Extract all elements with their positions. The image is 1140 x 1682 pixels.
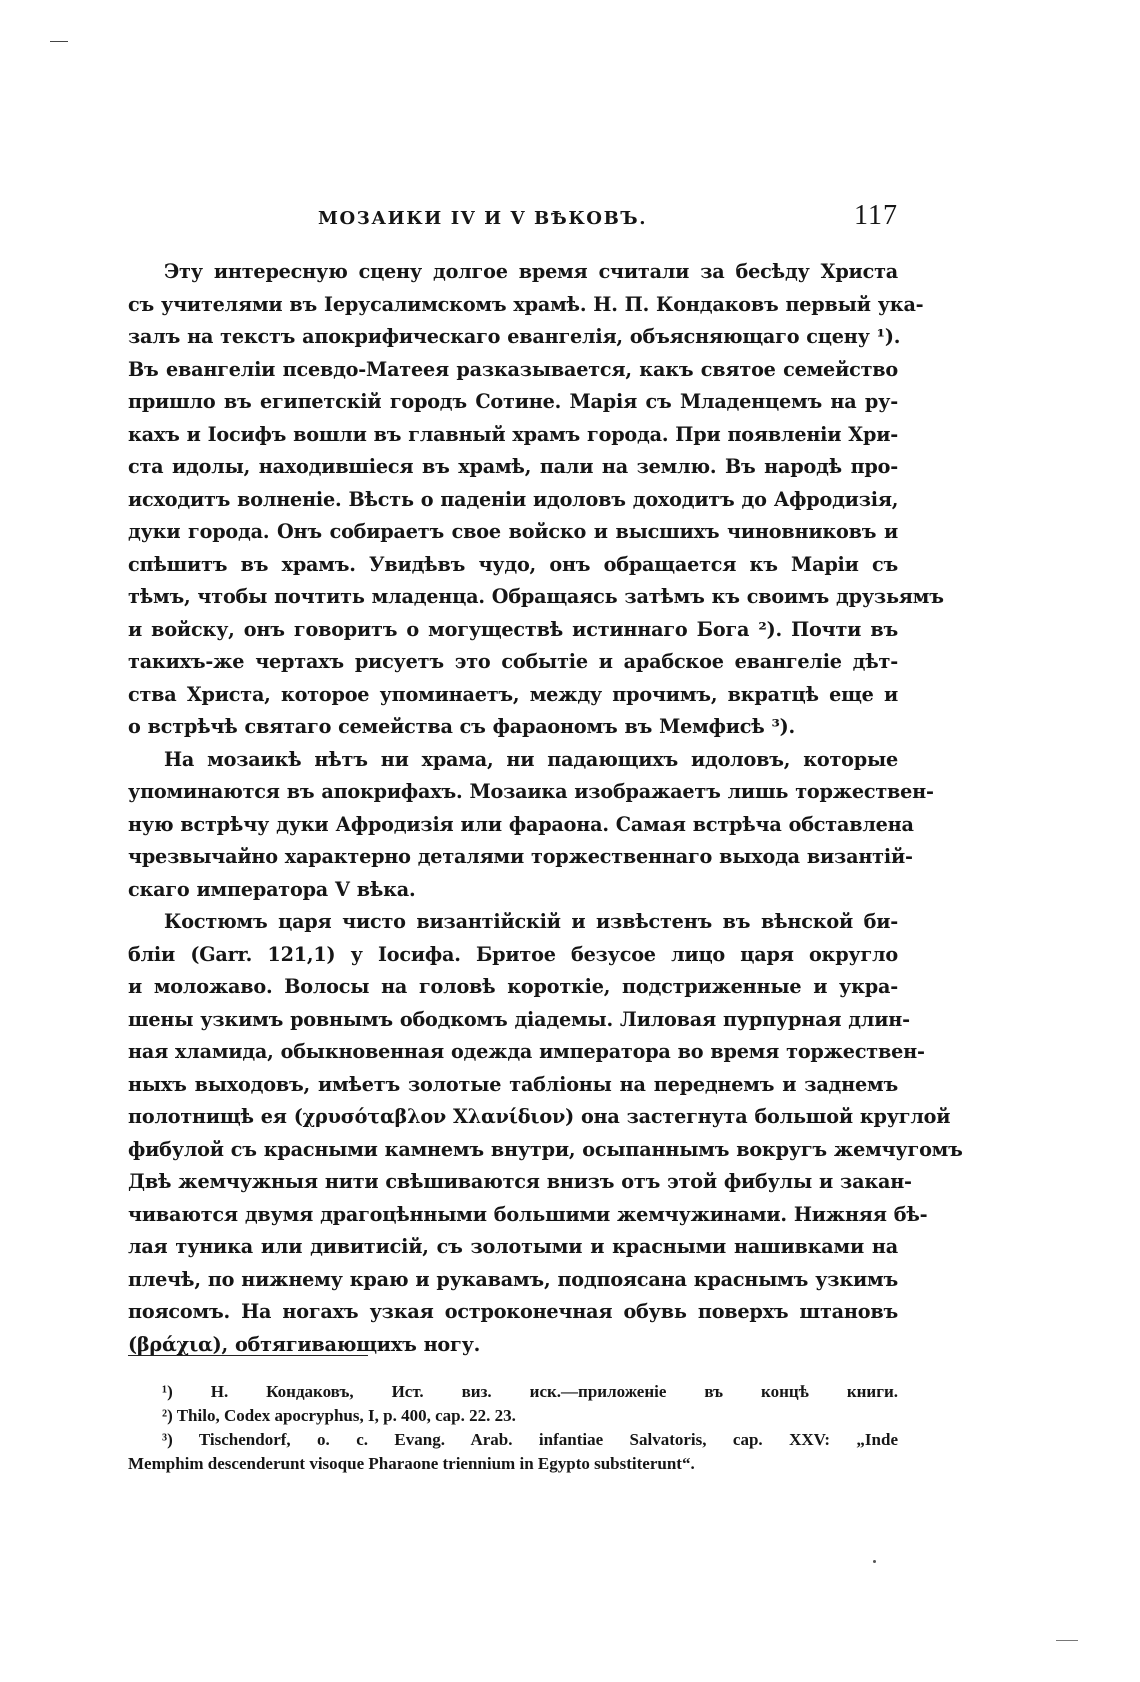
text-line: шены узкимъ ровнымъ ободкомъ діадемы. Лиловая пурпурная длин- xyxy=(128,1007,910,1031)
text-line: На мозаикѣ нѣтъ ни храма, ни падающихъ идоловъ, которые xyxy=(164,747,898,771)
scan-speck xyxy=(873,1560,876,1563)
text-line: тѣмъ, чтобы почтить младенца. Обращаясь затѣмъ къ своимъ друзьямъ xyxy=(128,585,944,608)
text-line: ная хламида, обыкновенная одежда императора во время торжествен- xyxy=(128,1040,925,1063)
text-line: Въ евангеліи псевдо-Матеея разказывается, какъ святое семейство xyxy=(128,357,898,381)
text-line: Двѣ жемчужныя нити свѣшиваются внизъ отъ этой фибулы и закан- xyxy=(128,1170,912,1193)
footnote-2: ²) Thilo, Codex apocryphus, I, p. 400, cap. 22. 23. xyxy=(162,1406,516,1425)
text-line: кахъ и Іосифъ вошли въ главный храмъ города. При появленіи Хри- xyxy=(128,422,898,446)
text-line: полотнищѣ ея (χρυσόταβλον Χλανίδιον) она застегнута большой круглой xyxy=(128,1105,951,1128)
text-line: Костюмъ царя чисто византійскій и извѣстенъ въ вѣнской би- xyxy=(164,910,898,933)
text-line: дуки города. Онъ собираетъ свое войско и высшихъ чиновниковъ и xyxy=(128,520,898,543)
text-line: и моложаво. Волосы на головѣ короткіе, подстриженные и укра- xyxy=(128,975,898,998)
text-line: съ учителями въ Іерусалимскомъ храмѣ. Н. П. Кондаковъ первый ука- xyxy=(128,292,924,316)
footnote-1: ¹) Н. Кондаковъ, Ист. виз. иск.—приложеніе въ концѣ книги. xyxy=(162,1382,898,1401)
footnote-divider xyxy=(128,1355,368,1356)
text-line: такихъ-же чертахъ рисуетъ это событіе и арабское евангеліе дѣт- xyxy=(128,650,898,673)
text-line: бліи (Garr. 121,1) у Іосифа. Бритое безусое лицо царя округло xyxy=(128,942,898,966)
body-text xyxy=(128,256,963,1361)
text-line: упоминаются въ апокрифахъ. Мозаика изображаетъ лишь торжествен- xyxy=(128,780,934,803)
text-line: плечѣ, по нижнему краю и рукавамъ, подпоясана краснымъ узкимъ xyxy=(128,1267,898,1291)
text-line: ную встрѣчу дуки Афродизія или фараона. Самая встрѣча обставлена xyxy=(128,812,914,836)
footnotes xyxy=(128,1380,898,1476)
text-line: поясомъ. На ногахъ узкая остроконечная обувь поверхъ штановъ xyxy=(128,1300,898,1323)
text-line: пришло въ египетскій городъ Сотине. Марія съ Младенцемъ на ру- xyxy=(128,390,898,413)
text-line: ста идолы, находившіеся въ храмѣ, пали на землю. Въ народѣ про- xyxy=(128,455,898,478)
page-number: 117 xyxy=(854,200,898,231)
text-line: залъ на текстъ апокрифическаго евангелія, объясняющаго сцену ¹). xyxy=(128,325,901,348)
text-line: чиваются двумя драгоцѣнными большими жемчужинами. Нижняя бѣ- xyxy=(128,1202,928,1226)
page-header xyxy=(128,200,898,244)
text-line: чрезвычайно характерно деталями торжественнаго выхода византій- xyxy=(128,845,913,868)
text-line: фибулой съ красными камнемъ внутри, осыпаннымъ вокругъ жемчугомъ xyxy=(128,1137,963,1161)
text-line: (βράχια), обтягивающихъ ногу. xyxy=(128,1332,481,1356)
footnote-3-continuation: Memphim descenderunt visoque Pharaone triennium in Egypto substiterunt“. xyxy=(128,1454,695,1473)
text-line: исходитъ волненіе. Вѣсть о паденіи идоловъ доходитъ до Афродизія, xyxy=(128,487,899,511)
text-line: лая туника или дивитисій, съ золотыми и красными нашивками на xyxy=(128,1235,898,1258)
text-line: и войску, онъ говоритъ о могуществѣ истиннаго Бога ²). Почти въ xyxy=(128,617,898,641)
text-line: ства Христа, которое упоминаетъ, между прочимъ, вкратцѣ еще и xyxy=(128,682,898,706)
text-line: ныхъ выходовъ, имѣетъ золотые табліоны на переднемъ и заднемъ xyxy=(128,1072,898,1096)
scan-edge-mark xyxy=(1056,1640,1078,1641)
text-line: Эту интересную сцену долгое время считали за бесѣду Христа xyxy=(164,260,898,283)
text-line: спѣшитъ въ храмъ. Увидѣвъ чудо, онъ обращается къ Маріи съ xyxy=(128,552,898,576)
running-title: МОЗАИКИ IV И V ВѢКОВЪ. xyxy=(318,208,648,229)
text-line: скаго императора V вѣка. xyxy=(128,877,416,901)
scan-edge-mark xyxy=(50,41,68,42)
footnote-3: ³) Tischendorf, o. c. Evang. Arab. infantiae Salvatoris, cap. XXV: „Inde xyxy=(162,1430,898,1449)
text-line: о встрѣчѣ святаго семейства съ фараономъ въ Мемфисѣ ³). xyxy=(128,715,796,738)
